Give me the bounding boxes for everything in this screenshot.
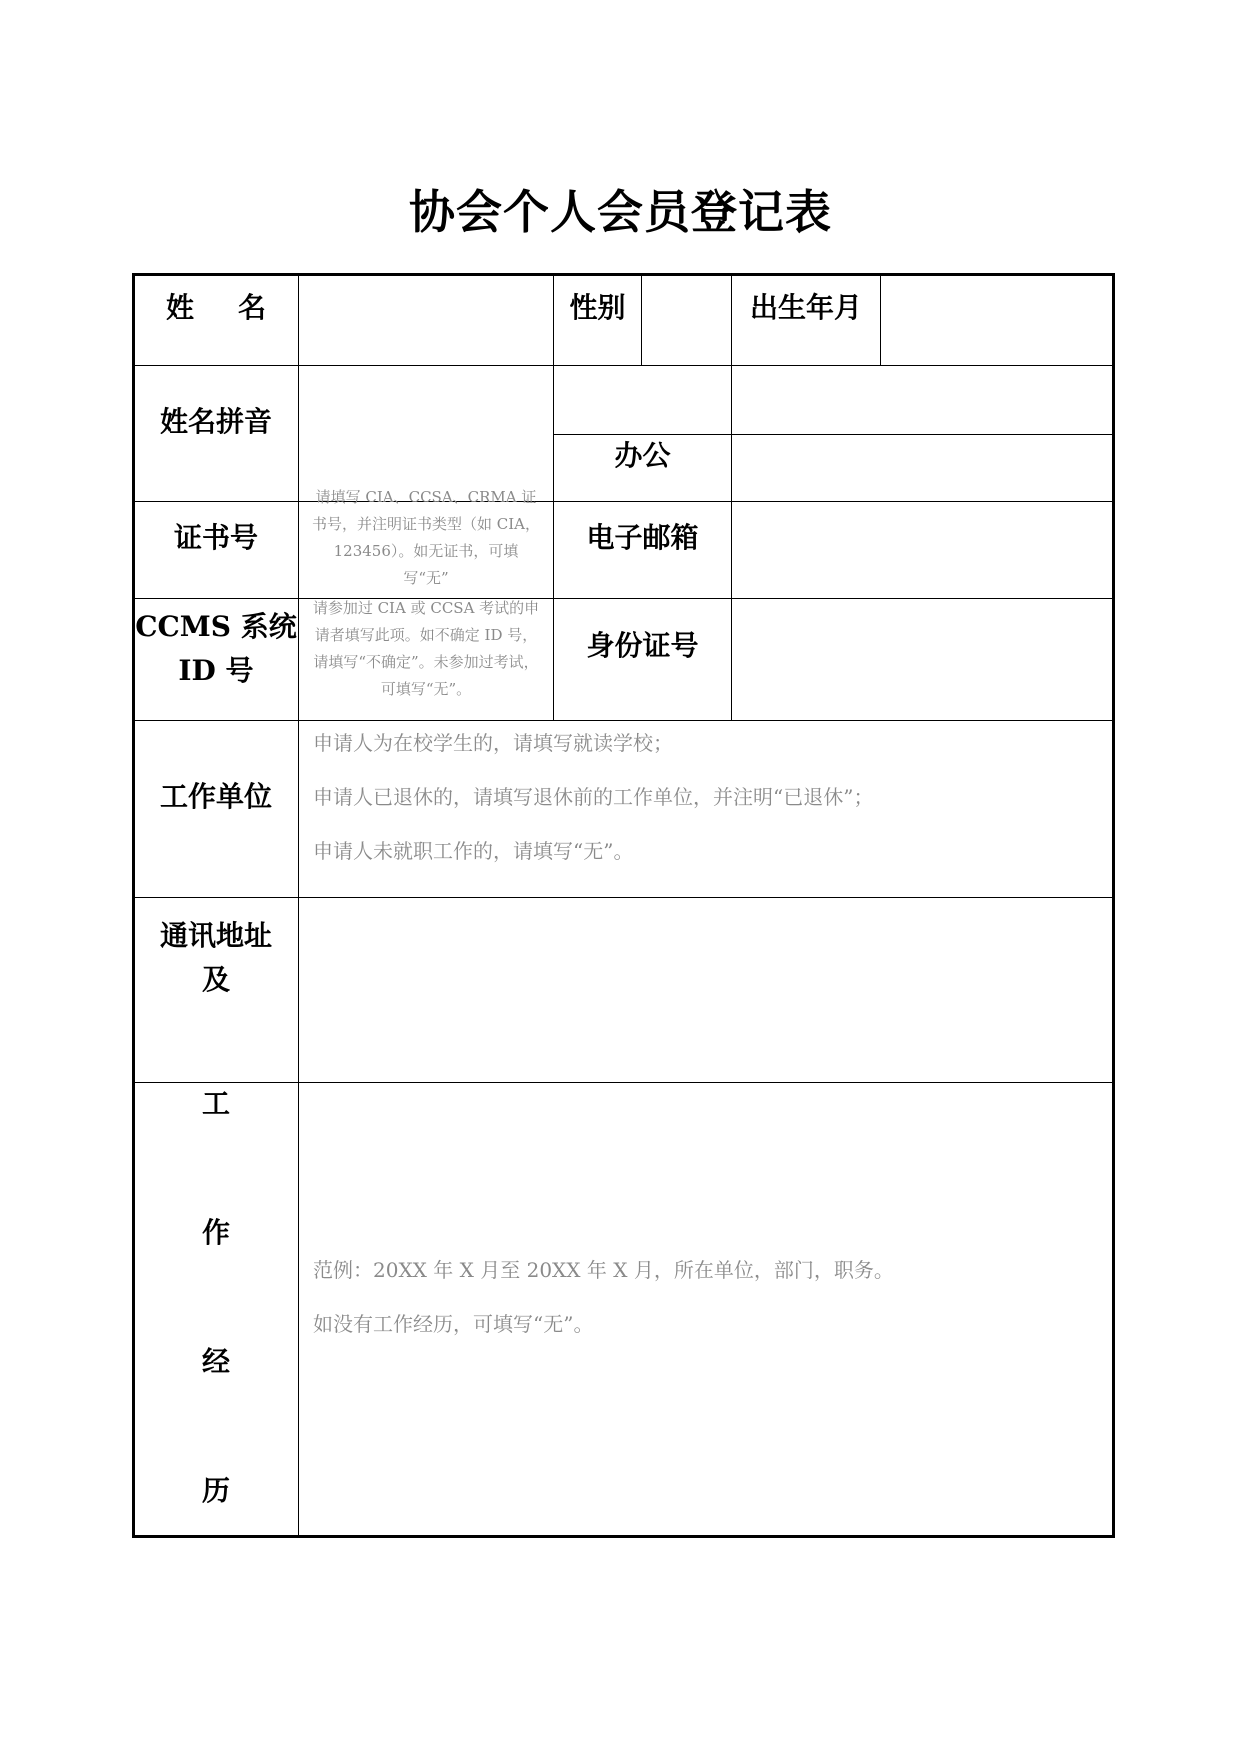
address-label-line1: 通讯地址 xyxy=(159,919,272,952)
experience-hint-1[interactable]: 范例：20XX 年 X 月至 20XX 年 X 月，所在单位，部门，职务。 xyxy=(313,1258,894,1282)
employer-hint-1[interactable]: 申请人为在校学生的，请填写就读学校； xyxy=(313,731,673,755)
address-label-line2: 及 xyxy=(201,963,230,996)
experience-label-char4: 历 xyxy=(201,1474,230,1507)
table-border-bottom xyxy=(132,1535,1115,1538)
pinyin-side-blank[interactable] xyxy=(554,366,731,434)
name-label-char1: 姓 xyxy=(165,291,194,324)
address-field[interactable] xyxy=(299,898,1112,1082)
email-label: 电子邮箱 xyxy=(586,521,699,554)
gender-field[interactable] xyxy=(642,276,731,365)
ccms-id-label xyxy=(134,599,298,699)
name-label-char2: 名 xyxy=(238,291,267,324)
id-number-field[interactable] xyxy=(732,599,1112,720)
pinyin-field[interactable] xyxy=(299,366,553,501)
id-number-label: 身份证号 xyxy=(586,629,699,662)
table-border-right xyxy=(1112,273,1115,1538)
pinyin-right-blank[interactable] xyxy=(732,366,1112,434)
certificate-label: 证书号 xyxy=(173,521,258,554)
birth-label: 出生年月 xyxy=(749,291,862,324)
pinyin-label: 姓名拼音 xyxy=(159,405,272,438)
email-field[interactable] xyxy=(732,502,1112,598)
name-field[interactable] xyxy=(299,276,553,365)
office-field[interactable] xyxy=(732,435,1112,501)
address-label xyxy=(134,898,298,1018)
experience-label-char2: 作 xyxy=(201,1216,230,1249)
employer-hint-3[interactable]: 申请人未就职工作的，请填写“无”。 xyxy=(313,839,634,863)
office-label: 办公 xyxy=(614,439,671,472)
ccms-id-label-line2: ID 号 xyxy=(178,654,254,687)
ccms-id-label-line1: CCMS 系统 xyxy=(135,610,297,643)
experience-label-char1: 工 xyxy=(201,1087,230,1120)
experience-label-char3: 经 xyxy=(201,1345,230,1378)
page-title: 协会个人会员登记表 xyxy=(409,185,832,239)
birth-field[interactable] xyxy=(881,276,1112,365)
employer-hint-2[interactable]: 申请人已退休的，请填写退休前的工作单位，并注明“已退休”； xyxy=(313,785,874,809)
row-divider xyxy=(134,1082,1113,1083)
ccms-id-hint[interactable]: 请参加过 CIA 或 CCSA 考试的申请者填写此项。如不确定 ID 号，请填写“不确定”。未参加过考试，可填写“无”。 xyxy=(312,598,540,698)
certificate-hint[interactable]: 请填写 CIA、CCSA、CRMA 证书号，并注明证书类型（如 CIA，123456）。如无证书，可填写“无” xyxy=(311,488,540,587)
name-label xyxy=(134,276,298,340)
experience-hint-2[interactable]: 如没有工作经历，可填写“无”。 xyxy=(313,1312,594,1336)
employer-label: 工作单位 xyxy=(159,780,272,813)
gender-label: 性别 xyxy=(569,291,626,324)
